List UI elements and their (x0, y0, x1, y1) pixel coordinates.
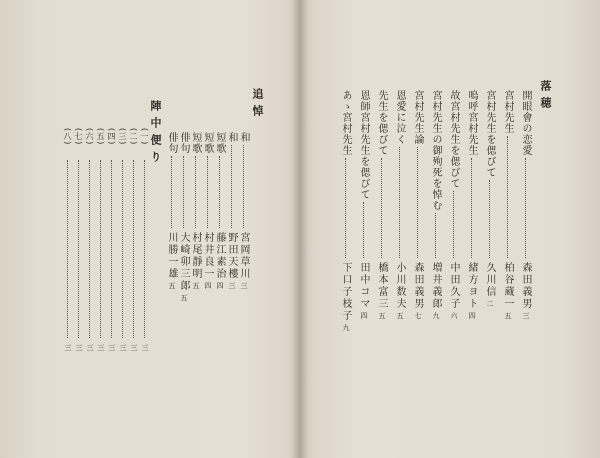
war-letter-page: 三 (75, 344, 83, 351)
toc-entry-title: 俳句 (178, 132, 189, 154)
toc-entry-author: 野田天樓 (226, 232, 237, 280)
section-heading-tsuito: 追悼 (251, 88, 264, 122)
toc-entry-author: 中田久子 (448, 262, 459, 310)
leader-dots (243, 145, 244, 228)
toc-entry-author: 緒方ヨト (466, 262, 477, 310)
leader-dots (219, 156, 220, 228)
leader-dots (471, 158, 472, 258)
toc-entry-author: 村尾靜明 (190, 232, 201, 280)
toc-entry-page: 五 (378, 312, 386, 319)
toc-entry-page: 七 (414, 312, 422, 319)
left-page (0, 0, 298, 458)
war-letter-number: (七) (74, 128, 83, 146)
toc-entry-title: 宮村先生 (502, 90, 513, 134)
toc-entry-author: 増井義郎 (430, 262, 441, 310)
war-letter-page: 三 (119, 344, 127, 351)
leader-dots (345, 158, 346, 258)
leader-dots (489, 180, 490, 258)
toc-entry-title: 恩師宮村先生を偲びて (358, 90, 369, 200)
toc-entry-title: 短歌 (202, 132, 213, 154)
toc-entry-author: 柏谷蔵一 (502, 262, 513, 310)
toc-entry-page: 五 (504, 312, 512, 319)
leader-dots (111, 160, 112, 338)
leader-dots (381, 158, 382, 258)
leader-dots (100, 160, 101, 338)
war-letter-number: (四) (107, 128, 116, 146)
toc-entry-author: 森田義男 (520, 262, 531, 310)
war-letter-number: (三) (118, 128, 127, 146)
toc-entry-title: 恩愛に泣く (394, 90, 405, 145)
toc-entry-author: 小川数夫 (394, 262, 405, 310)
toc-entry-page: 五 (396, 312, 404, 319)
section-heading-jinchu: 陣中便り (149, 100, 162, 168)
war-letter-page: 三 (97, 344, 105, 351)
toc-entry-page: 二 (486, 300, 494, 307)
war-letter-number: (六) (85, 128, 94, 146)
toc-entry-page: 四 (360, 312, 368, 319)
toc-entry-page: 三 (240, 282, 248, 289)
leader-dots (89, 160, 90, 338)
toc-entry-page: 五 (192, 282, 200, 289)
leader-dots (122, 160, 123, 338)
toc-entry-page: 三 (228, 282, 236, 289)
war-letter-page: 三 (64, 344, 72, 351)
leader-dots (144, 160, 145, 338)
toc-entry-title: 宮村先生の御殉死を悼む (430, 90, 441, 211)
toc-entry-author: 橋本富三 (376, 262, 387, 310)
toc-entry-title: 宮村先生を偲びて (484, 90, 495, 178)
leader-dots (67, 160, 68, 338)
toc-entry-page: 四 (216, 282, 224, 289)
toc-entry-page: 五 (180, 294, 188, 301)
leader-dots (183, 156, 184, 228)
toc-entry-author: 藤江素治 (214, 232, 225, 280)
toc-entry-title: 宮村先生論 (412, 90, 423, 145)
toc-entry-title: あゝ宮村先生 (340, 90, 351, 156)
war-letter-number: (二) (129, 128, 138, 146)
toc-entry-title: 短歌 (214, 132, 225, 154)
toc-entry-page: 四 (204, 282, 212, 289)
leader-dots (195, 156, 196, 228)
toc-entry-author: 下口子枝子 (340, 262, 351, 322)
toc-entry-title: 嗚呼宮村先生 (466, 90, 477, 156)
right-page (302, 0, 600, 458)
toc-entry-author: 村井良一 (202, 232, 213, 280)
leader-dots (133, 160, 134, 338)
toc-entry-page: 六 (450, 312, 458, 319)
toc-entry-page: 四 (468, 312, 476, 319)
leader-dots (231, 145, 232, 228)
toc-entry-title: 短歌 (190, 132, 201, 154)
war-letter-number: (八) (63, 128, 72, 146)
war-letter-number: (一) (140, 128, 149, 146)
leader-dots (507, 136, 508, 258)
leader-dots (363, 202, 364, 258)
toc-entry-title: 開眼會の恋愛 (520, 90, 531, 156)
toc-entry-title: 故宮村先生を偲びて (448, 90, 459, 189)
leader-dots (435, 213, 436, 258)
war-letter-page: 三 (86, 344, 94, 351)
leader-dots (171, 156, 172, 228)
leader-dots (453, 191, 454, 258)
leader-dots (417, 147, 418, 258)
war-letter-page: 三 (130, 344, 138, 351)
toc-entry-title: 和 (238, 132, 249, 143)
toc-entry-author: 田中コマ (358, 262, 369, 310)
toc-entry-title: 和 (226, 132, 237, 143)
toc-entry-author: 大崎卯三郎 (178, 232, 189, 292)
toc-entry-author: 川勝一雄 (166, 232, 177, 280)
toc-entry-title: 先生を偲びて (376, 90, 387, 156)
toc-entry-author: 森田義男 (412, 262, 423, 310)
war-letter-number: (五) (96, 128, 105, 146)
war-letter-page: 三 (141, 344, 149, 351)
toc-entry-title: 俳句 (166, 132, 177, 154)
leader-dots (525, 158, 526, 258)
toc-entry-author: 宮岡草川 (238, 232, 249, 280)
toc-entry-page: 九 (432, 312, 440, 319)
leader-dots (399, 147, 400, 258)
toc-entry-author: 久川信 (484, 262, 495, 298)
war-letter-page: 三 (108, 344, 116, 351)
leader-dots (78, 160, 79, 338)
toc-entry-page: 三 (522, 312, 530, 319)
toc-entry-page: 五 (168, 282, 176, 289)
leader-dots (207, 156, 208, 228)
toc-entry-page: 九 (342, 324, 350, 331)
section-heading-ochibo: 落穂 (539, 80, 552, 114)
